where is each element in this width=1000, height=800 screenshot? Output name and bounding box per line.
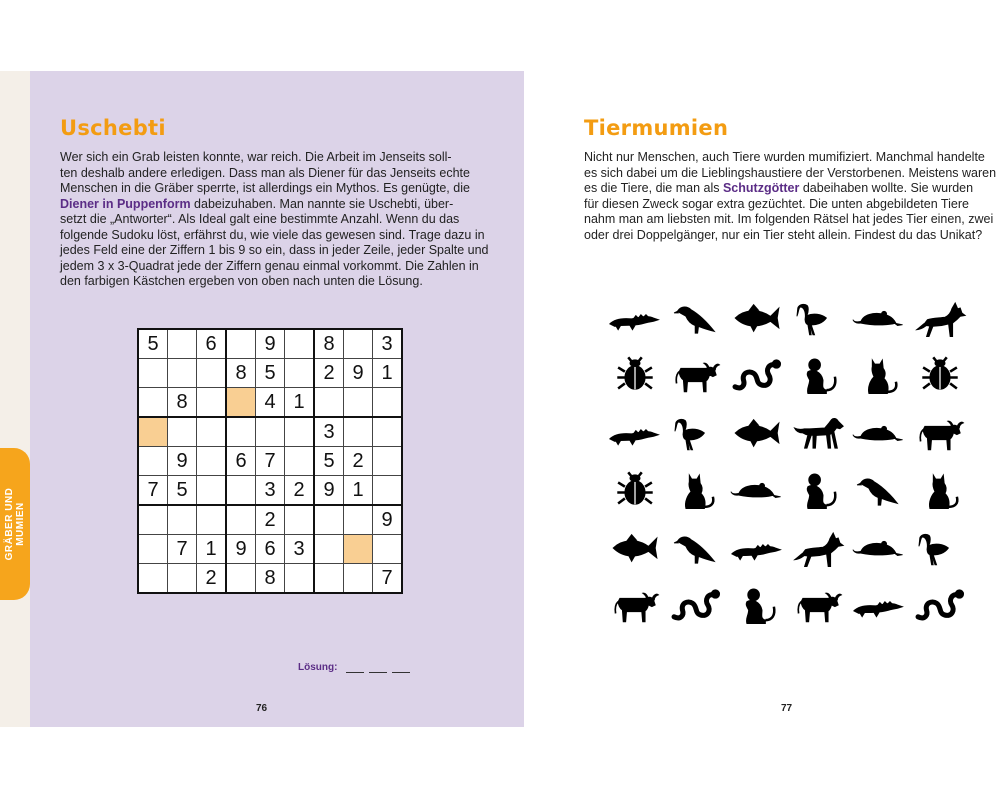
sudoku-cell[interactable]	[373, 388, 403, 418]
monkey-silhouette-icon[interactable]	[787, 462, 848, 520]
right-page-intro-text	[584, 150, 997, 243]
sudoku-cell[interactable]: 9	[373, 505, 403, 535]
sudoku-cell[interactable]: 8	[256, 564, 285, 594]
right-page-title: Tiermumien	[584, 116, 729, 140]
bull-silhouette-icon[interactable]	[787, 577, 848, 635]
sudoku-cell[interactable]: 7	[256, 447, 285, 476]
cat-silhouette-icon[interactable]	[665, 462, 726, 520]
right-page-number: 77	[781, 703, 793, 714]
fish-silhouette-icon[interactable]	[604, 519, 665, 577]
sudoku-cell[interactable]: 9	[314, 476, 344, 506]
sudoku-cell[interactable]	[373, 447, 403, 476]
text-line	[584, 197, 994, 213]
sudoku-cell[interactable]: 3	[256, 476, 285, 506]
text-segment: für diesen Zweck sogar extra gezüchtet. Die unten abgebildeten Tiere	[584, 196, 969, 211]
mouse-silhouette-icon[interactable]	[848, 404, 909, 462]
sudoku-row	[138, 505, 402, 535]
sudoku-cell[interactable]	[138, 505, 168, 535]
sudoku-cell[interactable]: 8	[168, 388, 197, 418]
sudoku-cell[interactable]	[344, 329, 373, 359]
fish-silhouette-icon[interactable]	[726, 289, 787, 347]
snake-silhouette-icon[interactable]	[665, 577, 726, 635]
text-segment: dabeihaben wollte. Sie wurden	[799, 181, 974, 195]
scarab-silhouette-icon[interactable]	[604, 462, 665, 520]
sudoku-cell[interactable]	[344, 388, 373, 418]
highlighted-term: Schutzgötter	[722, 181, 800, 195]
monkey-silhouette-icon[interactable]	[726, 577, 787, 635]
sudoku-solution-cell[interactable]	[226, 388, 256, 418]
sudoku-cell[interactable]: 2	[344, 447, 373, 476]
solution-blank[interactable]	[369, 672, 387, 673]
text-line	[60, 212, 490, 228]
sudoku-cell[interactable]: 7	[138, 476, 168, 506]
text-segment: jedem 3 x 3-Quadrat jede der Ziffern genau einmal vorkommt. Die Zahlen in	[60, 258, 479, 273]
sudoku-cell[interactable]: 3	[285, 535, 315, 564]
sudoku-cell[interactable]: 1	[285, 388, 315, 418]
sudoku-cell[interactable]	[285, 359, 315, 388]
sudoku-cell[interactable]	[285, 505, 315, 535]
sudoku-cell[interactable]: 6	[256, 535, 285, 564]
sudoku-cell[interactable]	[373, 535, 403, 564]
sudoku-cell[interactable]: 9	[168, 447, 197, 476]
sudoku-cell[interactable]	[138, 535, 168, 564]
crocodile-silhouette-icon[interactable]	[848, 577, 909, 635]
sudoku-cell[interactable]	[373, 476, 403, 506]
animal-puzzle-grid	[604, 289, 970, 634]
sudoku-cell[interactable]	[197, 359, 227, 388]
scarab-silhouette-icon[interactable]	[604, 347, 665, 405]
text-line	[60, 259, 490, 275]
text-line	[60, 166, 490, 182]
crocodile-silhouette-icon[interactable]	[604, 404, 665, 462]
text-line	[584, 212, 994, 228]
falcon-silhouette-icon[interactable]	[848, 462, 909, 520]
sudoku-cell[interactable]	[285, 447, 315, 476]
sudoku-cell[interactable]	[314, 505, 344, 535]
ibis-silhouette-icon[interactable]	[665, 404, 726, 462]
jackal-silhouette-icon[interactable]	[909, 289, 970, 347]
text-segment: dabeizuhaben. Man nannte sie Uschebti, über-	[190, 196, 454, 211]
ibis-silhouette-icon[interactable]	[787, 289, 848, 347]
sudoku-cell[interactable]	[344, 505, 373, 535]
sudoku-cell[interactable]	[138, 388, 168, 418]
ibis-silhouette-icon[interactable]	[909, 519, 970, 577]
cat-silhouette-icon[interactable]	[848, 347, 909, 405]
left-page-intro-text	[60, 150, 490, 290]
solution-blank[interactable]	[392, 672, 410, 673]
sudoku-solution-cell[interactable]	[344, 535, 373, 564]
cat-silhouette-icon[interactable]	[909, 462, 970, 520]
snake-silhouette-icon[interactable]	[726, 347, 787, 405]
sudoku-cell[interactable]: 1	[344, 476, 373, 506]
solution-blank[interactable]	[346, 672, 364, 673]
text-segment: setzt die „Antworter“. Als Ideal galt eine bestimmte Anzahl. Wenn du das	[60, 212, 460, 226]
sudoku-row	[138, 447, 402, 476]
sudoku-cell[interactable]: 9	[226, 535, 256, 564]
text-segment: es die Tiere, die man als	[584, 181, 723, 195]
sudoku-cell[interactable]: 6	[197, 329, 227, 359]
sudoku-grid	[137, 328, 403, 594]
text-segment: es sich dabei um die Lieblingshaustiere der Verstorbenen. Meistens waren	[584, 165, 997, 180]
text-line	[60, 181, 490, 197]
text-segment: Menschen in die Gräber sperrte, ist allerdings ein Mythos. Es genügte, die	[60, 181, 470, 195]
sudoku-cell[interactable]	[197, 388, 227, 418]
text-segment: oder drei Doppelgänger, nur ein Tier steht allein. Findest du das Unikat?	[584, 227, 983, 242]
sudoku-cell[interactable]	[138, 359, 168, 388]
falcon-silhouette-icon[interactable]	[665, 519, 726, 577]
sudoku-cell[interactable]	[344, 564, 373, 594]
sudoku-cell[interactable]: 8	[314, 329, 344, 359]
sudoku-cell[interactable]: 9	[344, 359, 373, 388]
jackal-silhouette-icon[interactable]	[787, 519, 848, 577]
sudoku-cell[interactable]: 2	[314, 359, 344, 388]
sudoku-cell[interactable]: 2	[256, 505, 285, 535]
scarab-silhouette-icon[interactable]	[909, 347, 970, 405]
sudoku-cell[interactable]	[314, 564, 344, 594]
left-page-number: 76	[256, 703, 268, 714]
sudoku-cell[interactable]	[256, 417, 285, 447]
sudoku-cell[interactable]: 1	[373, 359, 403, 388]
sudoku-cell[interactable]	[226, 505, 256, 535]
sudoku-cell[interactable]	[138, 447, 168, 476]
sudoku-cell[interactable]	[197, 447, 227, 476]
sudoku-cell[interactable]	[314, 535, 344, 564]
mouse-silhouette-icon[interactable]	[726, 462, 787, 520]
text-segment: ten deshalb andere erledigen. Dass man als Diener für das Jenseits echte	[60, 165, 470, 180]
crocodile-silhouette-icon[interactable]	[604, 289, 665, 347]
sudoku-cell[interactable]	[197, 476, 227, 506]
sudoku-cell[interactable]: 2	[197, 564, 227, 594]
sudoku-cell[interactable]	[226, 417, 256, 447]
sudoku-cell[interactable]	[314, 388, 344, 418]
bull-silhouette-icon[interactable]	[665, 347, 726, 405]
sudoku-row	[138, 359, 402, 388]
text-line	[60, 243, 490, 259]
sudoku-solution-cell[interactable]	[138, 417, 168, 447]
sudoku-cell[interactable]: 3	[314, 417, 344, 447]
sudoku-cell[interactable]: 2	[285, 476, 315, 506]
sudoku-cell[interactable]: 8	[226, 359, 256, 388]
monkey-silhouette-icon[interactable]	[787, 347, 848, 405]
sudoku-cell[interactable]	[168, 564, 197, 594]
sudoku-row	[138, 476, 402, 506]
text-segment: folgende Sudoku löst, erfährst du, wie viele das gewesen sind. Trage dazu in	[60, 227, 485, 242]
text-segment: jedes Feld eine der Ziffern 1 bis 9 so ein, dass in jeder Zeile, jeder Spalte und	[60, 243, 489, 257]
sudoku-row	[138, 329, 402, 359]
text-segment: Wer sich ein Grab leisten konnte, war reich. Die Arbeit im Jenseits soll-	[60, 150, 452, 164]
sudoku-cell[interactable]	[285, 564, 315, 594]
text-line	[60, 274, 490, 290]
falcon-silhouette-icon[interactable]	[665, 289, 726, 347]
sudoku-cell[interactable]	[226, 476, 256, 506]
text-line	[60, 197, 490, 213]
sudoku-cell[interactable]	[285, 329, 315, 359]
text-line	[584, 150, 994, 166]
text-segment: den farbigen Kästchen ergeben von oben nach unten die Lösung.	[60, 274, 423, 288]
sudoku-cell[interactable]: 5	[256, 359, 285, 388]
left-page-title: Uschebti	[60, 116, 166, 140]
text-line	[584, 181, 994, 197]
chapter-side-tab-label: GRÄBER UND MUMIEN	[4, 487, 26, 561]
sudoku-cell[interactable]	[197, 417, 227, 447]
sudoku-cell[interactable]	[226, 329, 256, 359]
sudoku-cell[interactable]	[168, 329, 197, 359]
page-edge	[0, 71, 30, 727]
mouse-silhouette-icon[interactable]	[848, 289, 909, 347]
sudoku-cell[interactable]: 5	[138, 329, 168, 359]
dog-silhouette-icon[interactable]	[787, 404, 848, 462]
sudoku-cell[interactable]	[373, 417, 403, 447]
sudoku-cell[interactable]: 5	[314, 447, 344, 476]
text-line	[584, 165, 997, 182]
sudoku-cell[interactable]: 7	[168, 535, 197, 564]
sudoku-cell[interactable]	[285, 417, 315, 447]
sudoku-cell[interactable]: 9	[256, 329, 285, 359]
sudoku-cell[interactable]	[168, 417, 197, 447]
solution-blanks[interactable]	[346, 672, 410, 673]
sudoku-cell[interactable]	[138, 564, 168, 594]
text-segment: Nicht nur Menschen, auch Tiere wurden mumifiziert. Manchmal handelte	[584, 150, 985, 164]
sudoku-cell[interactable]	[168, 505, 197, 535]
bull-silhouette-icon[interactable]	[604, 577, 665, 635]
sudoku-cell[interactable]: 3	[373, 329, 403, 359]
sudoku-cell[interactable]: 4	[256, 388, 285, 418]
bull-silhouette-icon[interactable]	[909, 404, 970, 462]
sudoku-cell[interactable]: 7	[373, 564, 403, 594]
sudoku-cell[interactable]	[168, 359, 197, 388]
text-line	[584, 228, 994, 244]
text-segment: nahm man am liebsten mit. Im folgenden Rätsel hat jedes Tier einen, zwei	[584, 212, 994, 226]
mouse-silhouette-icon[interactable]	[848, 519, 909, 577]
snake-silhouette-icon[interactable]	[909, 577, 970, 635]
sudoku-row	[138, 535, 402, 564]
sudoku-row	[138, 388, 402, 418]
sudoku-cell[interactable]	[344, 417, 373, 447]
text-line	[60, 228, 490, 244]
sudoku-cell[interactable]: 5	[168, 476, 197, 506]
sudoku-cell[interactable]: 6	[226, 447, 256, 476]
sudoku-row	[138, 417, 402, 447]
crocodile-silhouette-icon[interactable]	[726, 519, 787, 577]
solution-label: Lösung:	[298, 662, 338, 673]
sudoku-row	[138, 564, 402, 594]
sudoku-cell[interactable]: 1	[197, 535, 227, 564]
fish-silhouette-icon[interactable]	[726, 404, 787, 462]
highlighted-term: Diener in Puppenform	[60, 196, 191, 211]
sudoku-cell[interactable]	[197, 505, 227, 535]
sudoku-cell[interactable]	[226, 564, 256, 594]
text-line	[60, 150, 490, 166]
